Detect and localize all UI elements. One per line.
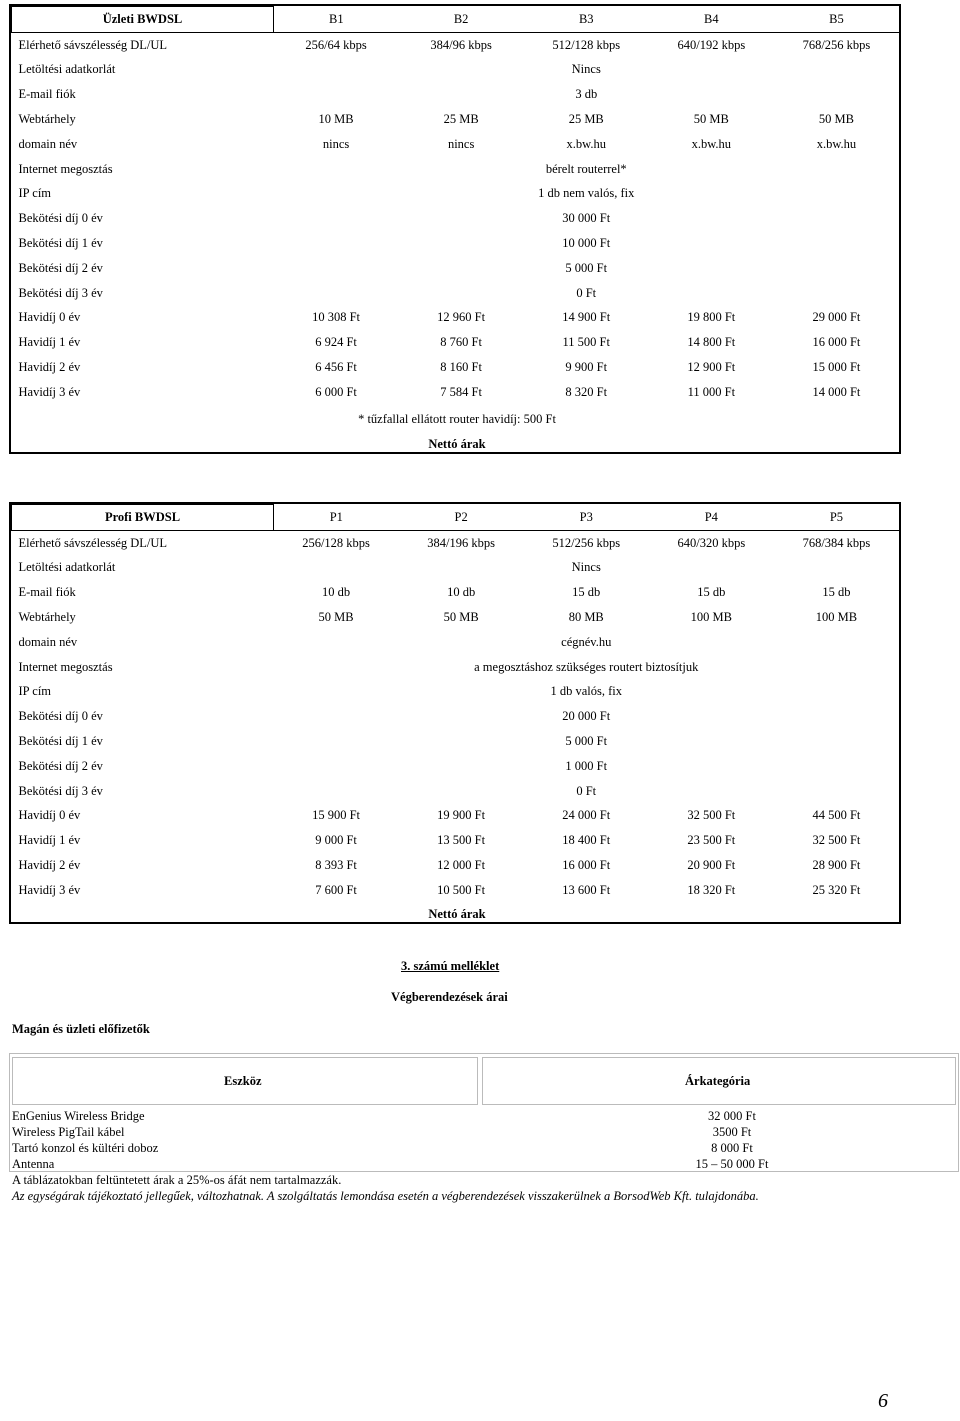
table-row xyxy=(12,306,900,331)
row-label: Internet megosztás xyxy=(18,161,113,176)
value-cell: 14 800 Ft xyxy=(687,335,736,350)
value-cell: 6 924 Ft xyxy=(315,335,357,350)
value-cell: 256/64 kbps xyxy=(305,37,367,52)
value-cell: 8 393 Ft xyxy=(315,858,357,873)
value-cell: 13 500 Ft xyxy=(437,833,486,848)
page-number: 6 xyxy=(878,1390,888,1412)
table-row xyxy=(12,680,900,705)
value-cell: 19 800 Ft xyxy=(687,310,736,325)
value-cell: 10 308 Ft xyxy=(312,310,361,325)
value-cell: 14 900 Ft xyxy=(562,310,611,325)
value-cell: nincs xyxy=(447,136,475,151)
value-cell: 13 600 Ft xyxy=(562,882,611,897)
shared-value-cell: Nincs xyxy=(571,62,601,77)
table-row xyxy=(12,556,900,581)
row-label: Bekötési díj 1 év xyxy=(18,236,103,251)
value-cell: 32 500 Ft xyxy=(812,833,861,848)
table-row xyxy=(12,206,900,231)
plan-header: B4 xyxy=(649,7,774,33)
value-cell: 11 000 Ft xyxy=(687,384,736,399)
vat-note: A táblázatokban feltüntetett árak a 25%-os áfát nem tartalmazzák. xyxy=(12,1173,342,1187)
value-cell: 10 db xyxy=(447,585,476,600)
value-cell: 28 900 Ft xyxy=(812,858,861,873)
value-cell: 768/256 kbps xyxy=(802,37,871,52)
row-label: IP cím xyxy=(18,186,52,201)
price-column-header: Árkategória xyxy=(685,1074,751,1088)
value-cell: 18 320 Ft xyxy=(687,882,736,897)
row-label: domain név xyxy=(18,634,78,649)
value-cell: 12 000 Ft xyxy=(437,858,486,873)
value-cell: 8 320 Ft xyxy=(565,384,608,399)
row-label: E-mail fiók xyxy=(18,87,76,102)
value-cell: 7 584 Ft xyxy=(440,384,482,399)
plan-header: B1 xyxy=(274,7,399,33)
device-row xyxy=(12,1108,958,1124)
table-row xyxy=(12,231,900,256)
table-row xyxy=(12,779,900,804)
device-price: 3500 Ft xyxy=(712,1125,752,1139)
value-cell: 256/128 kbps xyxy=(302,535,370,550)
device-price: 15 – 50 000 Ft xyxy=(695,1157,769,1171)
value-cell: 11 500 Ft xyxy=(562,335,610,350)
value-cell: 50 MB xyxy=(443,610,479,625)
table-row xyxy=(12,82,900,107)
shared-value-cell: 10 000 Ft xyxy=(562,236,611,251)
row-label: Bekötési díj 3 év xyxy=(18,285,103,300)
table-row xyxy=(12,107,900,132)
value-cell: 10 db xyxy=(321,585,351,600)
profi-header-row xyxy=(12,505,900,531)
router-footnote: * tűzfallal ellátott router havidíj: 500 Ft xyxy=(358,412,556,426)
uzleti-bwdsl-table xyxy=(9,4,901,454)
value-cell: 15 900 Ft xyxy=(312,808,361,823)
value-cell: 6 456 Ft xyxy=(315,360,357,375)
value-cell: 50 MB xyxy=(818,112,854,127)
row-label: Bekötési díj 0 év xyxy=(18,709,103,724)
row-label: Havidíj 1 év xyxy=(18,833,81,848)
value-cell: 20 900 Ft xyxy=(687,858,736,873)
value-cell: 16 000 Ft xyxy=(562,858,611,873)
device-row xyxy=(12,1156,958,1172)
profi-pricing-grid xyxy=(11,504,899,903)
value-cell: 12 960 Ft xyxy=(437,310,486,325)
row-label: Havidíj 0 év xyxy=(18,808,81,823)
row-label: Letöltési adatkorlát xyxy=(18,560,116,575)
shared-value-cell: 5 000 Ft xyxy=(565,734,608,749)
value-cell: 29 000 Ft xyxy=(812,310,861,325)
device-price: 32 000 Ft xyxy=(708,1109,756,1123)
value-cell: 384/196 kbps xyxy=(427,535,495,550)
table-row xyxy=(12,58,900,83)
table-row xyxy=(12,330,900,355)
device-name: EnGenius Wireless Bridge xyxy=(12,1109,145,1123)
table-row xyxy=(12,32,900,57)
table-row xyxy=(12,182,900,207)
row-label: Havidíj 2 év xyxy=(18,360,81,375)
plan-header: B5 xyxy=(774,7,899,33)
table-row xyxy=(12,380,900,405)
row-label: Bekötési díj 2 év xyxy=(18,758,103,773)
value-cell: 100 MB xyxy=(690,610,732,625)
table-row xyxy=(12,878,900,903)
shared-value-cell: 5 000 Ft xyxy=(565,260,608,275)
table-row xyxy=(12,853,900,878)
shared-value-cell: a megosztáshoz szükséges routert biztosítjuk xyxy=(474,659,699,674)
plan-header: P4 xyxy=(649,505,774,531)
row-label: Elérhető sávszélesség DL/UL xyxy=(18,535,168,550)
value-cell: 16 000 Ft xyxy=(812,335,861,350)
value-cell: 640/192 kbps xyxy=(677,37,746,52)
row-label: Havidíj 3 év xyxy=(18,882,81,897)
value-cell: 15 000 Ft xyxy=(812,360,861,375)
uzleti-title: Üzleti BWDSL xyxy=(12,7,274,33)
row-label: Letöltési adatkorlát xyxy=(18,62,116,77)
shared-value-cell: 30 000 Ft xyxy=(562,211,611,226)
row-label: Webtárhely xyxy=(18,610,76,625)
value-cell: 8 760 Ft xyxy=(440,335,482,350)
value-cell: 9 900 Ft xyxy=(565,360,608,375)
plan-header: B3 xyxy=(524,7,649,33)
plan-header: P2 xyxy=(399,505,524,531)
value-cell: 12 900 Ft xyxy=(687,360,736,375)
value-cell: 6 000 Ft xyxy=(315,384,357,399)
profi-netto-label: Nettó árak xyxy=(428,907,486,921)
row-label: Bekötési díj 2 év xyxy=(18,260,103,275)
table-row xyxy=(12,256,900,281)
row-label: Havidíj 0 év xyxy=(18,310,81,325)
row-label: Havidíj 2 év xyxy=(18,858,81,873)
row-label: Havidíj 3 év xyxy=(18,384,81,399)
device-row xyxy=(12,1140,958,1156)
table-row xyxy=(12,804,900,829)
value-cell: 25 MB xyxy=(443,112,479,127)
shared-value-cell: 1 000 Ft xyxy=(565,758,608,773)
value-cell: 100 MB xyxy=(815,610,858,625)
value-cell: 23 500 Ft xyxy=(687,833,736,848)
row-label: Bekötési díj 3 év xyxy=(18,783,103,798)
value-cell: 512/128 kbps xyxy=(552,37,621,52)
plan-header: P3 xyxy=(524,505,649,531)
device-row xyxy=(12,1124,958,1140)
value-cell: 50 MB xyxy=(693,112,729,127)
value-cell: x.bw.hu xyxy=(566,136,606,151)
table-row xyxy=(12,281,900,306)
value-cell: 384/96 kbps xyxy=(430,37,492,52)
uzleti-netto-label: Nettó árak xyxy=(428,437,486,451)
value-cell: 10 500 Ft xyxy=(437,882,486,897)
value-cell: 15 db xyxy=(697,585,726,600)
row-label: Bekötési díj 1 év xyxy=(18,734,103,749)
value-cell: 7 600 Ft xyxy=(315,882,357,897)
value-cell: nincs xyxy=(322,136,350,151)
device-name: Wireless PigTail kábel xyxy=(12,1125,125,1139)
shared-value-cell: 1 db nem valós, fix xyxy=(538,186,635,201)
shared-value-cell: cégnév.hu xyxy=(561,634,612,649)
value-cell: 25 320 Ft xyxy=(812,882,861,897)
value-cell: 24 000 Ft xyxy=(562,808,611,823)
value-cell: x.bw.hu xyxy=(691,136,732,151)
annex-number: 3. számú melléklet xyxy=(401,959,500,973)
shared-value-cell: 1 db valós, fix xyxy=(550,684,623,699)
value-cell: 44 500 Ft xyxy=(812,808,861,823)
shared-value-cell: Nincs xyxy=(571,560,601,575)
section-heading: Magán és üzleti előfizetők xyxy=(12,1022,150,1036)
value-cell: 80 MB xyxy=(568,610,604,625)
value-cell: 10 MB xyxy=(318,112,354,127)
value-cell: 18 400 Ft xyxy=(562,833,611,848)
table-row xyxy=(12,704,900,729)
annex-title: Végberendezések árai xyxy=(391,990,508,1004)
table-row xyxy=(12,828,900,853)
row-label: E-mail fiók xyxy=(18,585,76,600)
row-label: Elérhető sávszélesség DL/UL xyxy=(18,37,168,52)
value-cell: 15 db xyxy=(822,585,851,600)
row-label: Webtárhely xyxy=(18,112,76,127)
table-row xyxy=(12,655,900,680)
value-cell: 50 MB xyxy=(318,610,354,625)
table-row xyxy=(12,157,900,182)
value-cell: x.bw.hu xyxy=(816,136,857,151)
value-cell: 19 900 Ft xyxy=(437,808,486,823)
value-cell: 640/320 kbps xyxy=(677,535,746,550)
table-row xyxy=(12,530,900,555)
table-row xyxy=(12,605,900,630)
row-label: Internet megosztás xyxy=(18,659,113,674)
disclaimer-note: Az egységárak tájékoztató jellegűek, változhatnak. A szolgáltatás lemondása esetén a végberendezések visszakerülnek a BorsodWeb Kft. tulajdonába. xyxy=(12,1189,759,1203)
shared-value-cell: 3 db xyxy=(575,87,598,102)
row-label: Havidíj 1 év xyxy=(18,335,81,350)
value-cell: 8 160 Ft xyxy=(440,360,482,375)
device-column-header: Eszköz xyxy=(224,1074,262,1088)
table-row xyxy=(12,754,900,779)
table-row xyxy=(12,630,900,655)
table-row xyxy=(12,355,900,380)
value-cell: 512/256 kbps xyxy=(552,535,621,550)
device-name: Antenna xyxy=(12,1157,55,1171)
value-cell: 25 MB xyxy=(568,112,604,127)
shared-value-cell: 0 Ft xyxy=(576,285,597,300)
value-cell: 768/384 kbps xyxy=(802,535,871,550)
table-row xyxy=(12,132,900,157)
profi-title: Profi BWDSL xyxy=(12,505,274,531)
plan-header: P5 xyxy=(774,505,899,531)
value-cell: 14 000 Ft xyxy=(812,384,861,399)
profi-bwdsl-table xyxy=(9,502,901,924)
row-label: domain név xyxy=(18,136,78,151)
row-label: Bekötési díj 0 év xyxy=(18,211,103,226)
value-cell: 15 db xyxy=(572,585,601,600)
value-cell: 32 500 Ft xyxy=(687,808,736,823)
shared-value-cell: 0 Ft xyxy=(576,783,597,798)
shared-value-cell: 20 000 Ft xyxy=(562,709,611,724)
device-name: Tartó konzol és kültéri doboz xyxy=(12,1141,159,1155)
plan-header: B2 xyxy=(399,7,524,33)
device-price: 8 000 Ft xyxy=(711,1141,753,1155)
shared-value-cell: bérelt routerrel* xyxy=(545,161,627,176)
value-cell: 9 000 Ft xyxy=(315,833,357,848)
table-row xyxy=(12,580,900,605)
uzleti-pricing-grid xyxy=(11,6,899,405)
uzleti-header-row xyxy=(12,7,900,33)
row-label: IP cím xyxy=(18,684,52,699)
plan-header: P1 xyxy=(274,505,399,531)
table-row xyxy=(12,729,900,754)
